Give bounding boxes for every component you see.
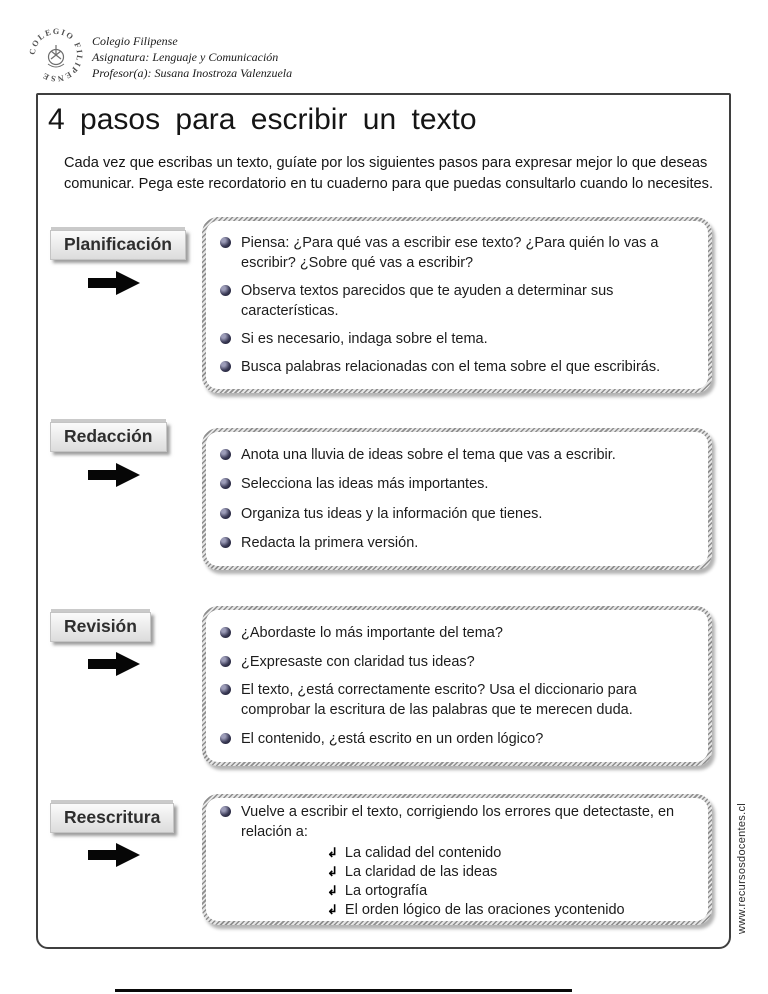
sub-list-item bbox=[327, 864, 698, 880]
bullet-icon bbox=[220, 733, 231, 744]
website-vertical-text: www.recursosdocentes.cl bbox=[736, 802, 748, 934]
sub-item-text: El orden lógico de las oraciones ycontenido bbox=[344, 902, 625, 918]
bullet-icon bbox=[220, 361, 231, 372]
list-item-text: Busca palabras relacionadas con el tema sobre el que escribirás. bbox=[241, 359, 661, 375]
page-title: 4 pasos para escribir un texto bbox=[48, 103, 477, 136]
list-item bbox=[220, 680, 698, 720]
list-item-text: Si es necesario, indaga sobre el tema. bbox=[241, 331, 488, 347]
school-logo-icon bbox=[26, 24, 86, 84]
list-item-body bbox=[241, 623, 503, 643]
list-item bbox=[220, 233, 698, 273]
list-item-text: ¿Expresaste con claridad tus ideas? bbox=[241, 653, 475, 670]
arrow-shaft bbox=[88, 278, 116, 288]
list-item-body bbox=[241, 680, 698, 720]
step-label: Planificación bbox=[50, 230, 186, 260]
sub-item-text: La claridad de las ideas bbox=[344, 864, 498, 880]
sub-list-item bbox=[327, 883, 698, 899]
list-item-text: Anota una lluvia de ideas sobre el tema que vas a escribir. bbox=[241, 447, 616, 464]
bullet-icon bbox=[220, 449, 231, 460]
bullet-icon bbox=[220, 627, 231, 638]
sub-bullet-arrow-icon: ↲ bbox=[327, 845, 338, 860]
list-item-body bbox=[241, 474, 488, 494]
list-item-body bbox=[241, 329, 488, 349]
list-item bbox=[220, 729, 698, 749]
bullet-icon bbox=[220, 285, 231, 296]
list-item bbox=[220, 802, 698, 918]
arrow-right-icon bbox=[88, 271, 140, 295]
step-box bbox=[202, 606, 712, 766]
sub-list-item bbox=[327, 902, 698, 918]
list-item-text: Selecciona las ideas más importantes. bbox=[241, 476, 489, 493]
logo-ring-text: COLEGIO FILIPENSE bbox=[27, 26, 85, 84]
step-box bbox=[202, 428, 712, 570]
arrow-head bbox=[116, 652, 140, 676]
bullet-icon bbox=[220, 684, 231, 695]
sub-list-item bbox=[327, 845, 698, 861]
bullet-icon bbox=[220, 237, 231, 248]
sub-bullet-arrow-icon: ↲ bbox=[327, 864, 338, 879]
list-item-text: Vuelve a escribir el texto, corrigiendo los errores que detectaste, en relación a: bbox=[241, 804, 675, 840]
header-school-name: Colegio Filipense bbox=[92, 34, 178, 48]
step-label: Redacción bbox=[50, 422, 167, 452]
bullet-icon bbox=[220, 508, 231, 519]
arrow-right-icon bbox=[88, 843, 140, 867]
list-item-body bbox=[241, 802, 698, 918]
sub-bullet-arrow-icon: ↲ bbox=[327, 902, 338, 917]
step-box-inner bbox=[206, 432, 708, 566]
list-item bbox=[220, 652, 698, 672]
arrow-head bbox=[116, 843, 140, 867]
list-item-body bbox=[241, 357, 660, 377]
step-label: Reescritura bbox=[50, 803, 174, 833]
bullet-icon bbox=[220, 333, 231, 344]
list-item-text: El contenido, ¿está escrito en un orden lógico? bbox=[241, 731, 544, 748]
sub-list bbox=[327, 845, 698, 918]
step-box-inner bbox=[206, 610, 708, 762]
list-item bbox=[220, 474, 698, 494]
header-subject: Asignatura: Lenguaje y Comunicación bbox=[92, 49, 279, 64]
list-item-text: ¿Abordaste lo más importante del tema? bbox=[241, 624, 503, 641]
list-item-text: Observa textos parecidos que te ayuden a determinar sus características. bbox=[241, 283, 614, 319]
arrow-shaft bbox=[88, 659, 116, 669]
list-item bbox=[220, 281, 698, 321]
list-item bbox=[220, 504, 698, 524]
arrow-right-icon bbox=[88, 652, 140, 676]
bullet-icon bbox=[220, 656, 231, 667]
list-item-body bbox=[241, 652, 475, 672]
list-item bbox=[220, 329, 698, 349]
list-item-text: Organiza tus ideas y la información que tienes. bbox=[241, 505, 543, 522]
step-box-inner bbox=[206, 221, 708, 389]
list-item-text: Piensa: ¿Para qué vas a escribir ese texto? ¿Para quién lo vas a escribir? ¿Sobre qué vas a escribir? bbox=[241, 235, 659, 271]
list-item bbox=[220, 445, 698, 465]
step-box-inner bbox=[206, 798, 708, 921]
list-item-body bbox=[241, 533, 418, 553]
bullet-icon bbox=[220, 478, 231, 489]
sub-item-text: La ortografía bbox=[344, 883, 428, 899]
arrow-shaft bbox=[88, 850, 116, 860]
footer-rule bbox=[115, 989, 572, 992]
arrow-head bbox=[116, 271, 140, 295]
list-item-text: El texto, ¿está correctamente escrito? Usa el diccionario para comprobar la escritura de las palabras que te merecen duda. bbox=[241, 682, 637, 719]
intro-text: Cada vez que escribas un texto, guíate por los siguientes pasos para expresar mejor lo que deseas comunicar. Pega este recordatorio en tu cuaderno para que puedas consultarlo cuando lo necesites. bbox=[64, 155, 714, 192]
list-item-body bbox=[241, 504, 542, 524]
list-item-body bbox=[241, 281, 698, 321]
step-box bbox=[202, 794, 712, 925]
list-item bbox=[220, 623, 698, 643]
sub-bullet-arrow-icon: ↲ bbox=[327, 883, 338, 898]
arrow-right-icon bbox=[88, 463, 140, 487]
logo-emblem bbox=[48, 45, 64, 67]
step-label: Revisión bbox=[50, 612, 151, 642]
sub-item-text: La calidad del contenido bbox=[344, 845, 502, 861]
header-teacher: Profesor(a): Susana Inostroza Valenzuela bbox=[92, 65, 293, 80]
bullet-icon bbox=[220, 537, 231, 548]
arrow-shaft bbox=[88, 470, 116, 480]
list-item-text: Redacta la primera versión. bbox=[241, 534, 419, 551]
bullet-icon bbox=[220, 806, 231, 817]
header-info bbox=[92, 34, 292, 81]
list-item-body bbox=[241, 729, 543, 749]
list-item bbox=[220, 533, 698, 553]
step-box bbox=[202, 217, 712, 393]
list-item-body bbox=[241, 445, 616, 465]
list-item-body bbox=[241, 233, 698, 273]
arrow-head bbox=[116, 463, 140, 487]
list-item bbox=[220, 357, 698, 377]
